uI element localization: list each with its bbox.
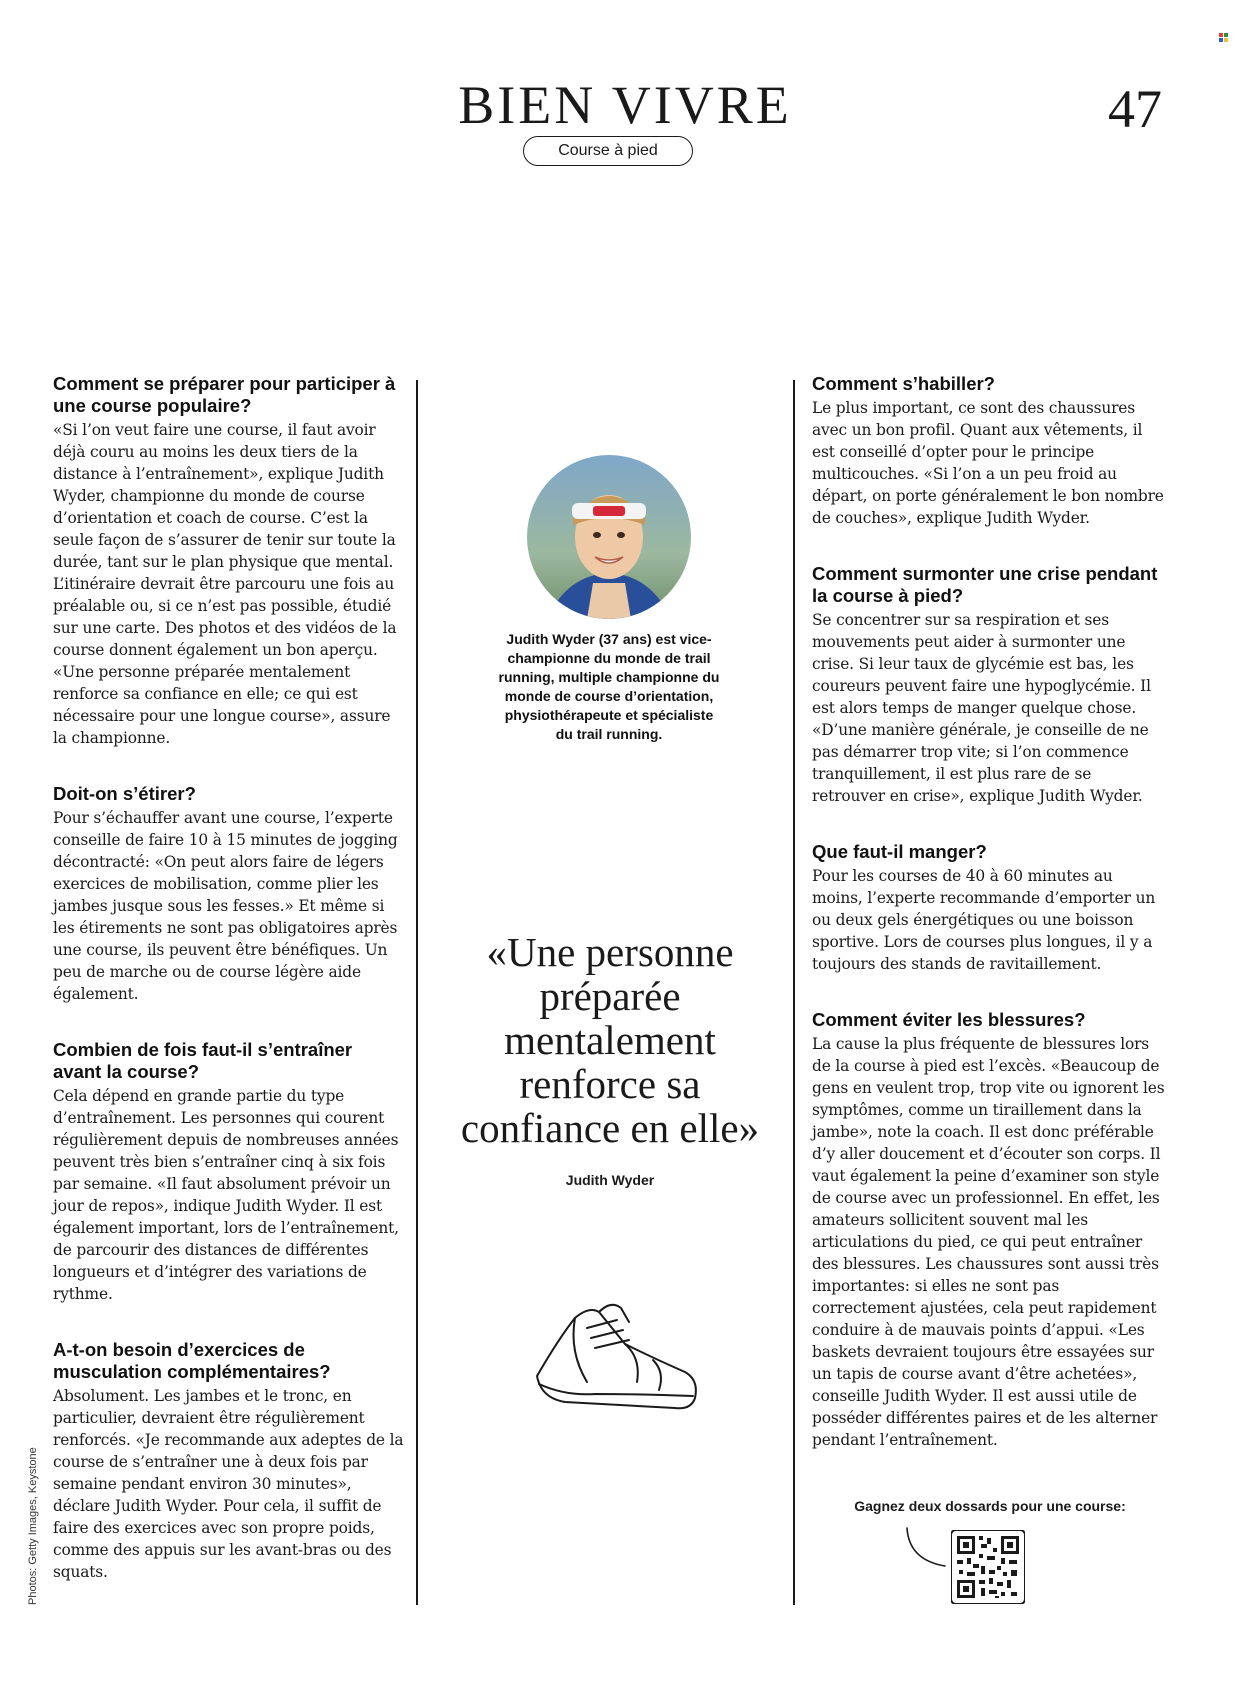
faq-section [53, 783, 405, 1005]
qr-code[interactable] [951, 1530, 1025, 1604]
column-divider [793, 380, 795, 1605]
column-divider [416, 380, 418, 1605]
faq-section [812, 563, 1167, 807]
faq-section [812, 373, 1167, 529]
section-body: La cause la plus fréquente de blessures lors de la course à pied est l’excès. «Beaucoup de gens en veulent trop, trop vite ou ignorent les symptômes, comme un tiraillement dans la jambe», note la coach. Il est donc préférable d’y aller doucement et d’écouter son corps. Il vaut également la peine d’examiner son style de course avec un professionnel. En effet, les amateurs sollicitent souvent mal les articulations du pied, ce qui peut entraîner des blessures. Les chaussures sont aussi très importantes: si elles ne sont pas correctement ajustées, cela peut rapidement conduire à de mauvais points d’appui. «Les baskets devraient toujours être essayées sur un tapis de course avant d’être achetées», conseille Judith Wyder. Il est aussi utile de posséder différentes paires et de les alterner pendant l’entraînement. [812, 1035, 1165, 1449]
section-heading: Comment éviter les blessures? [812, 1009, 1086, 1030]
section-heading: Comment se préparer pour participer à une course populaire? [53, 373, 396, 416]
section-body: Pour les courses de 40 à 60 minutes au moins, l’experte recommande d’emporter un ou deux gels énergétiques ou une boisson sportive. Lors de courses plus longues, il y a toujours des stands de ravitaillement. [812, 867, 1156, 973]
section-heading: Que faut-il manger? [812, 841, 987, 862]
section-body: Cela dépend en grande partie du type d’entraînement. Les personnes qui courent régulièrement depuis de nombreuses années peuvent très bien s’entraîner cinq à six fois par semaine. «Il faut absolument prévoir un jour de repos», indique Judith Wyder. Il est également important, lors de l’entraînement, de parcourir des distances de différentes longueurs et d’intégrer des variations de rythme. [53, 1087, 399, 1303]
contest-promo: Gagnez deux dossards pour une course: [854, 1498, 1126, 1514]
right-column [812, 373, 1167, 1485]
faq-section [53, 373, 405, 749]
section-heading: Combien de fois faut-il s’entraîner avant la course? [53, 1039, 353, 1082]
pull-quote: «Une personne préparée mentalement renforce sa confiance en elle» [460, 929, 760, 1151]
curved-arrow-icon [903, 1524, 953, 1570]
section-body: Pour s’échauffer avant une course, l’experte conseille de faire 10 à 15 minutes de jogging décontracté: «On peut alors faire de légers exercices de mobilisation, comme plier les jambes jusque sous les fesses.» Et même si les étirements ne sont pas obligatoires après une course, ils peuvent être bénéfiques. Un peu de marche ou de course légère aide également. [53, 809, 398, 1003]
color-registration-mark [1219, 33, 1228, 42]
section-body: Le plus important, ce sont des chaussures avec un bon profil. Quant aux vêtements, il est conseillé d’opter pour le principe multicouches. «Si l’on a un peu froid au départ, on porte généralement le bon nombre de couches», explique Judith Wyder. [812, 399, 1164, 527]
faq-section [53, 1339, 405, 1583]
section-heading: Doit-on s’étirer? [53, 783, 196, 804]
quote-author: Judith Wyder [565, 1172, 655, 1188]
section-heading: A-t-on besoin d’exercices de musculation complémentaires? [53, 1339, 331, 1382]
faq-section [812, 841, 1167, 975]
section-body: Absolument. Les jambes et le tronc, en particulier, devraient être régulièrement renforcés. «Je recommande aux adeptes de la course de s’entraîner une à deux fois par semaine pendant environ 30 minutes», déclare Judith Wyder. Pour cela, il suffit de faire des exercices avec son propre poids, comme des appuis sur les avant-bras ou des squats. [53, 1387, 404, 1581]
photo-credit: Photos: Getty Images, Keystone [27, 1447, 39, 1605]
running-shoe-icon [525, 1298, 705, 1418]
rubric-badge: Course à pied [523, 136, 693, 166]
section-body: Se concentrer sur sa respiration et ses mouvements peut aider à surmonter une crise. Si leur taux de glycémie est bas, les coureurs peuvent faire une hypoglycémie. Il est alors temps de manger quelque chose. «D’une manière générale, je conseille de ne pas démarrer trop vite; si l’on commence tranquillement, il est plus rare de se retrouver en crise», explique Judith Wyder. [812, 611, 1151, 805]
left-column [53, 373, 405, 1617]
section-title: BIEN VIVRE [458, 75, 792, 135]
portrait-illustration [527, 455, 691, 619]
section-body: «Si l’on veut faire une course, il faut avoir déjà couru au moins les deux tiers de la distance à l’entraînement», explique Judith Wyder, championne du monde de course d’orientation et coach de course. C’est la seule façon de s’assurer de tenir sur toute la durée, tant sur le plan physique que mental. L’itinéraire devrait être parcouru une fois au préalable ou, si ce n’est pas possible, étudié sur une carte. Des photos et des vidéos de la course donnent également un bon aperçu. «Une personne préparée mentalement renforce sa confiance en elle; ce qui est nécessaire pour une longue course», assure la championne. [53, 421, 397, 747]
section-heading: Comment surmonter une crise pendant la course à pied? [812, 563, 1158, 606]
faq-section [812, 1009, 1167, 1451]
photo-caption: Judith Wyder (37 ans) est vice-championne du monde de trail running, multiple championne du monde de course d’orientation, physiothérapeute et spécialiste du trail running. [498, 631, 720, 742]
section-heading: Comment s’habiller? [812, 373, 995, 394]
portrait-photo [527, 455, 691, 619]
page-number: 47 [1108, 79, 1162, 139]
faq-section [53, 1039, 405, 1305]
